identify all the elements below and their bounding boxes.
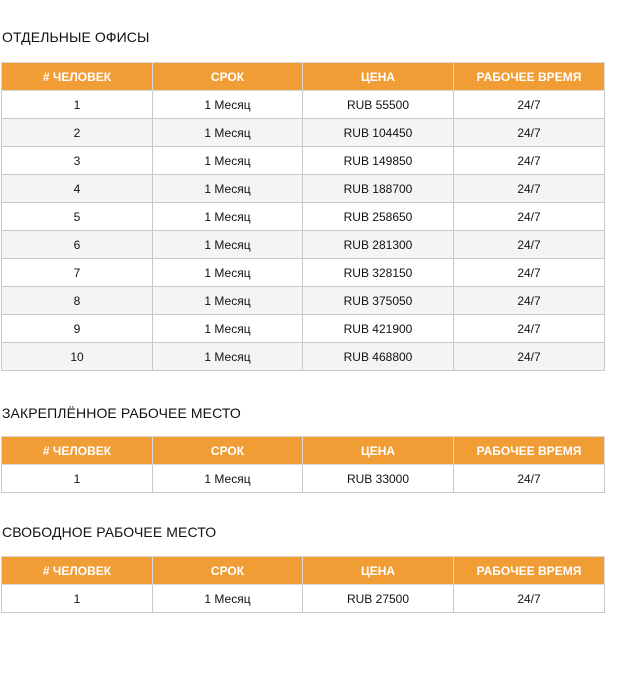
cell-term: 1 Месяц bbox=[153, 231, 303, 259]
cell-hours: 24/7 bbox=[454, 315, 605, 343]
price-table-fixed-desk bbox=[1, 436, 605, 493]
table-row bbox=[2, 343, 605, 371]
section-title-private-offices: ОТДЕЛЬНЫЕ ОФИСЫ bbox=[2, 29, 150, 45]
table-row bbox=[2, 203, 605, 231]
cell-people: 3 bbox=[2, 147, 153, 175]
table-row bbox=[2, 585, 605, 613]
cell-term: 1 Месяц bbox=[153, 465, 303, 493]
cell-hours: 24/7 bbox=[454, 287, 605, 315]
cell-hours: 24/7 bbox=[454, 259, 605, 287]
column-header-price: ЦЕНА bbox=[303, 437, 454, 465]
cell-people: 6 bbox=[2, 231, 153, 259]
cell-term: 1 Месяц bbox=[153, 175, 303, 203]
section-title-hot-desk: СВОБОДНОЕ РАБОЧЕЕ МЕСТО bbox=[2, 524, 217, 540]
column-header-term: СРОК bbox=[153, 437, 303, 465]
column-header-price: ЦЕНА bbox=[303, 63, 454, 91]
cell-hours: 24/7 bbox=[454, 91, 605, 119]
section-title-fixed-desk: ЗАКРЕПЛЁННОЕ РАБОЧЕЕ МЕСТО bbox=[2, 405, 241, 421]
cell-term: 1 Месяц bbox=[153, 343, 303, 371]
cell-hours: 24/7 bbox=[454, 175, 605, 203]
cell-price: RUB 104450 bbox=[303, 119, 454, 147]
cell-people: 10 bbox=[2, 343, 153, 371]
cell-term: 1 Месяц bbox=[153, 585, 303, 613]
cell-hours: 24/7 bbox=[454, 465, 605, 493]
cell-price: RUB 149850 bbox=[303, 147, 454, 175]
table-row bbox=[2, 119, 605, 147]
cell-hours: 24/7 bbox=[454, 343, 605, 371]
column-header-price: ЦЕНА bbox=[303, 557, 454, 585]
cell-price: RUB 27500 bbox=[303, 585, 454, 613]
table-row bbox=[2, 465, 605, 493]
column-header-hours: РАБОЧЕЕ ВРЕМЯ bbox=[454, 63, 605, 91]
cell-hours: 24/7 bbox=[454, 585, 605, 613]
column-header-people: # ЧЕЛОВЕК bbox=[2, 437, 153, 465]
cell-term: 1 Месяц bbox=[153, 203, 303, 231]
table-row bbox=[2, 315, 605, 343]
cell-hours: 24/7 bbox=[454, 119, 605, 147]
cell-people: 9 bbox=[2, 315, 153, 343]
table-header-row bbox=[2, 437, 605, 465]
cell-price: RUB 468800 bbox=[303, 343, 454, 371]
column-header-hours: РАБОЧЕЕ ВРЕМЯ bbox=[454, 557, 605, 585]
table-row bbox=[2, 287, 605, 315]
cell-hours: 24/7 bbox=[454, 231, 605, 259]
cell-price: RUB 281300 bbox=[303, 231, 454, 259]
cell-price: RUB 33000 bbox=[303, 465, 454, 493]
cell-term: 1 Месяц bbox=[153, 315, 303, 343]
cell-people: 8 bbox=[2, 287, 153, 315]
cell-price: RUB 421900 bbox=[303, 315, 454, 343]
table-row bbox=[2, 91, 605, 119]
cell-hours: 24/7 bbox=[454, 203, 605, 231]
price-table-hot-desk bbox=[1, 556, 605, 613]
cell-term: 1 Месяц bbox=[153, 287, 303, 315]
table-row bbox=[2, 175, 605, 203]
cell-people: 4 bbox=[2, 175, 153, 203]
table-row bbox=[2, 259, 605, 287]
column-header-people: # ЧЕЛОВЕК bbox=[2, 63, 153, 91]
column-header-term: СРОК bbox=[153, 557, 303, 585]
cell-term: 1 Месяц bbox=[153, 91, 303, 119]
table-header-row bbox=[2, 63, 605, 91]
column-header-term: СРОК bbox=[153, 63, 303, 91]
cell-price: RUB 328150 bbox=[303, 259, 454, 287]
cell-people: 1 bbox=[2, 465, 153, 493]
cell-price: RUB 375050 bbox=[303, 287, 454, 315]
cell-people: 2 bbox=[2, 119, 153, 147]
cell-people: 5 bbox=[2, 203, 153, 231]
cell-people: 1 bbox=[2, 585, 153, 613]
column-header-hours: РАБОЧЕЕ ВРЕМЯ bbox=[454, 437, 605, 465]
cell-term: 1 Месяц bbox=[153, 119, 303, 147]
price-table-private-offices bbox=[1, 62, 605, 371]
cell-price: RUB 55500 bbox=[303, 91, 454, 119]
cell-term: 1 Месяц bbox=[153, 259, 303, 287]
column-header-people: # ЧЕЛОВЕК bbox=[2, 557, 153, 585]
cell-price: RUB 188700 bbox=[303, 175, 454, 203]
table-row bbox=[2, 147, 605, 175]
cell-hours: 24/7 bbox=[454, 147, 605, 175]
table-row bbox=[2, 231, 605, 259]
cell-people: 1 bbox=[2, 91, 153, 119]
cell-people: 7 bbox=[2, 259, 153, 287]
cell-price: RUB 258650 bbox=[303, 203, 454, 231]
table-header-row bbox=[2, 557, 605, 585]
cell-term: 1 Месяц bbox=[153, 147, 303, 175]
